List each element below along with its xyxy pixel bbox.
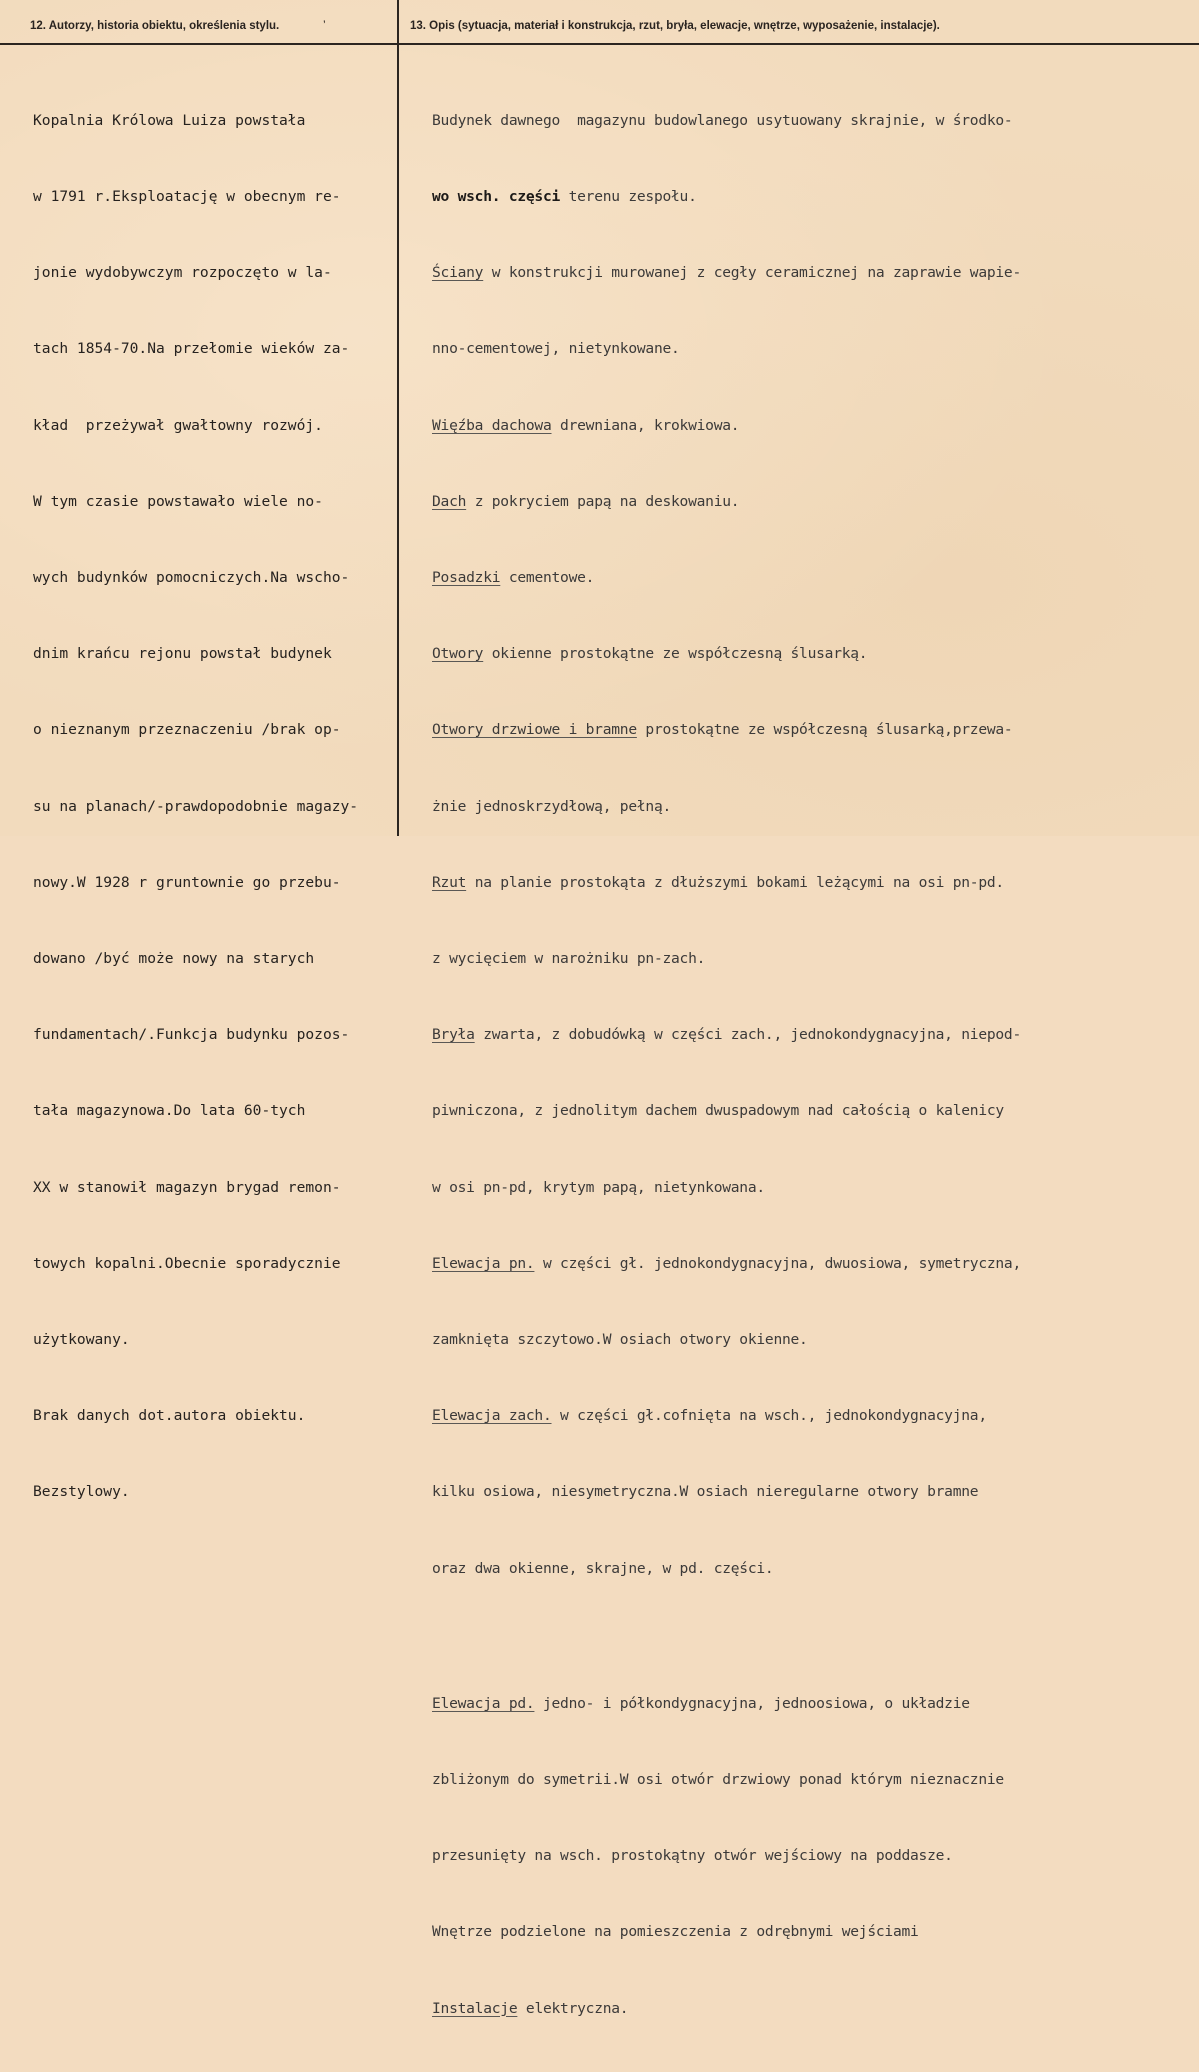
history-line: o nieznanym przeznaczeniu /brak op- [33,721,341,739]
description-text-run: w osi pn-pd, krytym papą, nietynkowana. [432,1178,765,1196]
description-line [432,1996,1021,2021]
description-line [432,1556,1021,1581]
description-text-run: w części gł. jednokondygnacyjna, dwuosiowa, symetryczna, [534,1254,1021,1272]
term-door-openings: Otwory drzwiowe i bramne [432,721,637,739]
history-line: tała magazynowa.Do lata 60-tych [33,1102,306,1120]
description-line [432,489,1021,514]
description-text-run: oraz dwa okienne, skrajne, w pd. części. [432,1559,774,1577]
description-text-run: prostokątne ze współczesną ślusarką,przewa- [636,721,1013,739]
description-text-run: na planie prostokąta z dłuższymi bokami leżącymi na osi pn-pd. [466,873,1004,891]
history-line: kład przeżywał gwałtowny rozwój. [33,416,323,434]
term-floors: Posadzki [432,569,501,587]
description-text-run: zwarta, z dobudówką w części zach., jednokondygnacyjna, niepod- [474,1026,1022,1044]
description-line [432,1251,1021,1276]
history-line: XX w stanowił magazyn brygad remon- [33,1178,341,1196]
history-line: dowano /być może nowy na starych [33,950,315,968]
description-text-run: Budynek dawnego magazynu budowlanego usytuowany skrajnie, w środko- [432,111,1013,129]
description-text-run: w części gł.cofnięta na wsch., jednokondygnacyjna, [551,1407,987,1425]
term-west-elevation: Elewacja zach. [432,1407,552,1425]
description-line [432,1327,1021,1352]
history-text [33,57,358,1556]
history-line: w 1791 r.Eksploatację w obecnym re- [33,188,341,206]
history-line: Brak danych dot.autora obiektu. [33,1407,306,1425]
description-line [432,641,1021,666]
description-text-run: terenu zespołu. [560,188,697,206]
description-text-run: żnie jednoskrzydłową, pełną. [432,797,672,815]
description-text-run: cementowe. [500,569,595,587]
description-line [432,946,1021,971]
paragraph-gap [432,1632,1021,1640]
description-line [432,717,1021,742]
description-text-run: w konstrukcji murowanej z cegły ceramicznej na zaprawie wapie- [483,264,1021,282]
term-massing: Bryła [432,1026,475,1044]
description-line [432,1098,1021,1123]
history-line: fundamentach/.Funkcja budynku pozos- [33,1026,350,1044]
term-installations: Instalacje [432,1999,518,2017]
history-line: użytkowany. [33,1331,130,1349]
description-line [432,794,1021,819]
description-line [432,1479,1021,1504]
description-line [432,1403,1021,1428]
description-text-run: zbliżonym do symetrii.W osi otwór drzwiowy ponad którym nieznacznie [432,1770,1004,1788]
section-13-header: 13. Opis (sytuacja, materiał i konstrukcja, rzut, bryła, elewacje, wnętrze, wyposażenie, instalacje). [410,20,940,32]
location-note: wo wsch. części [432,188,561,206]
description-line [432,1691,1021,1716]
description-text-run: przesunięty na wsch. prostokątny otwór wejściowy na poddasze. [432,1847,953,1865]
description-line [432,108,1021,133]
history-line: wych budynków pomocniczych.Na wscho- [33,569,350,587]
description-line [432,336,1021,361]
description-text-run: jedno- i półkondygnacyjna, jednoosiowa, o układzie [534,1694,970,1712]
description-text [432,57,1021,2072]
history-line: Kopalnia Królowa Luiza powstała [33,111,306,129]
description-line [432,413,1021,438]
history-line: dnim krańcu rejonu powstał budynek [33,645,332,663]
description-text-run: drewniana, krokwiowa. [551,416,740,434]
header-mark: ’ [323,18,326,32]
history-line: W tym czasie powstawało wiele no- [33,492,323,510]
description-text-run: elektryczna. [517,1999,629,2017]
description-text-run: Wnętrze podzielone na pomieszczenia z odrębnymi wejściami [432,1923,919,1941]
description-text-run: z wycięciem w narożniku pn-zach. [432,950,706,968]
term-window-openings: Otwory [432,645,484,663]
term-roof: Dach [432,492,467,510]
history-line: su na planach/-prawdopodobnie magazy- [33,797,359,815]
term-south-elevation: Elewacja pd. [432,1694,535,1712]
description-text-run: zamknięta szczytowo.W osiach otwory okienne. [432,1331,808,1349]
description-text-run: kilku osiowa, niesymetryczna.W osiach nieregularne otwory bramne [432,1483,979,1501]
term-roof-truss: Więźba dachowa [432,416,552,434]
term-north-elevation: Elewacja pn. [432,1254,535,1272]
history-line: towych kopalni.Obecnie sporadycznie [33,1254,341,1272]
history-line: jonie wydobywczym rozpoczęto w la- [33,264,332,282]
history-line: Bezstylowy. [33,1483,130,1501]
section-12-header: 12. Autorzy, historia obiektu, określenia stylu. [30,20,280,32]
term-walls: Ściany [432,264,484,282]
description-line [432,1767,1021,1792]
description-line [432,1843,1021,1868]
history-line: nowy.W 1928 r gruntownie go przebu- [33,873,341,891]
description-line [432,260,1021,285]
description-line [432,184,1021,209]
description-line [432,1022,1021,1047]
description-line [432,1175,1021,1200]
history-line: tach 1854-70.Na przełomie wieków za- [33,340,350,358]
term-plan: Rzut [432,873,467,891]
description-text-run: okienne prostokątne ze współczesną ślusarką. [483,645,868,663]
description-text-run: z pokryciem papą na deskowaniu. [466,492,740,510]
description-line [432,870,1021,895]
description-line [432,1919,1021,1944]
description-line [432,565,1021,590]
description-text-run: piwniczona, z jednolitym dachem dwuspadowym nad całością o kalenicy [432,1102,1004,1120]
description-text-run: nno-cementowej, nietynkowane. [432,340,680,358]
column-divider [397,0,399,836]
header-divider [0,43,1199,45]
